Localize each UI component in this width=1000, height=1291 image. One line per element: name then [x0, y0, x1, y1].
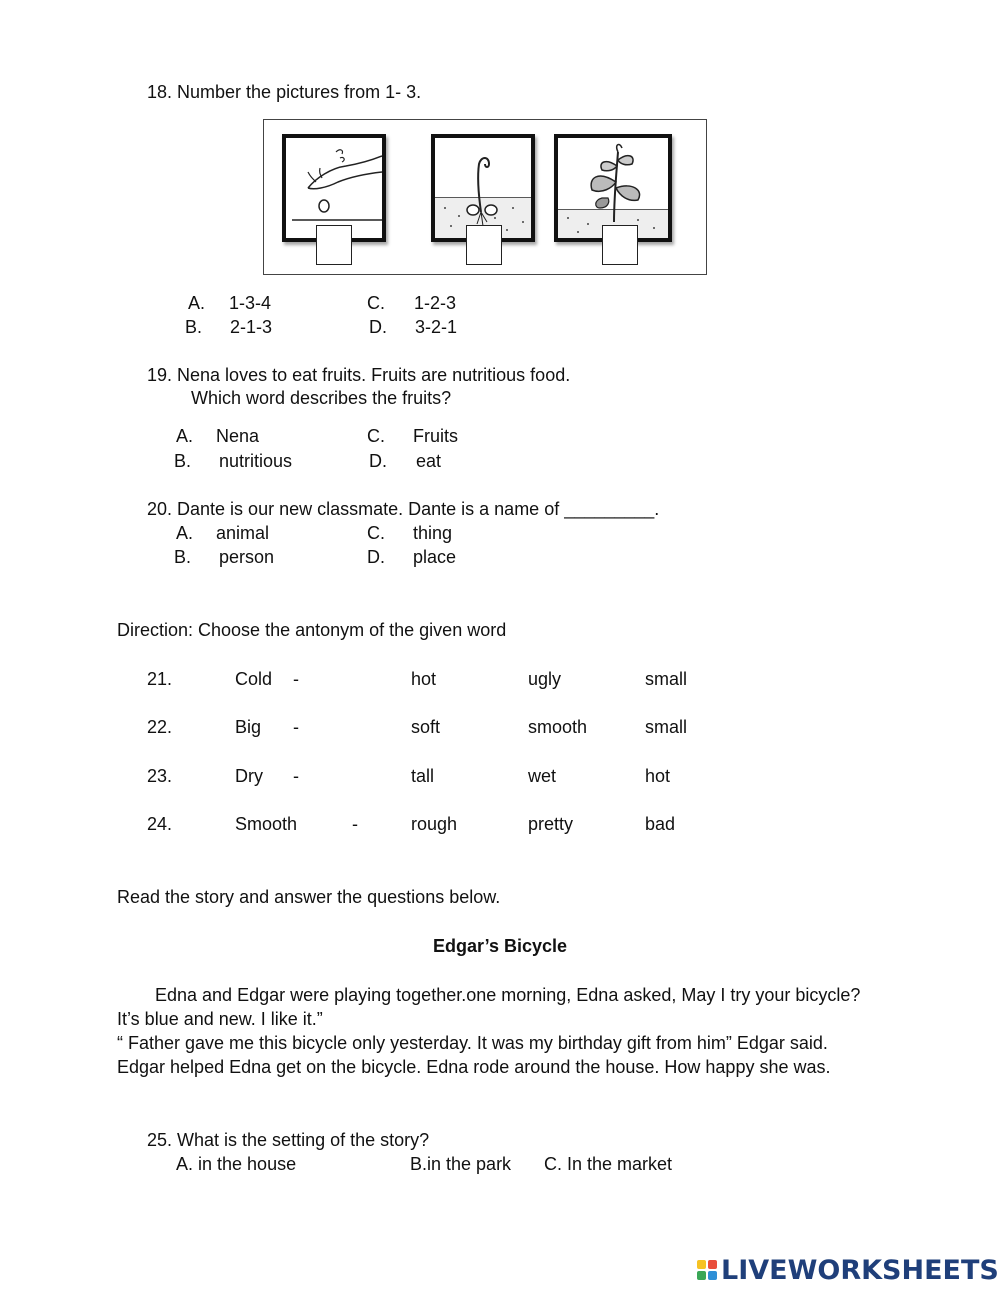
antonym-choice[interactable]: ugly	[528, 669, 562, 689]
antonym-number: 24.	[147, 814, 173, 834]
q20-option-d-label: D.	[367, 547, 385, 567]
q18-option-d-label: D.	[369, 317, 387, 337]
hand-seed-icon	[286, 138, 382, 238]
q18-option-c[interactable]: 1-2-3	[414, 293, 457, 313]
antonym-word: Big	[235, 717, 262, 737]
antonym-word: Cold	[235, 669, 273, 689]
antonym-number: 21.	[147, 669, 173, 689]
q19-option-d-label: D.	[369, 451, 387, 471]
antonym-word: Smooth	[235, 814, 298, 834]
antonym-dash: -	[352, 814, 358, 834]
q20-option-b[interactable]: person	[219, 547, 275, 567]
antonym-choice[interactable]: bad	[645, 814, 676, 834]
q25-option-c[interactable]: C. In the market	[544, 1154, 673, 1174]
antonym-dash: -	[293, 669, 299, 689]
q25-option-a[interactable]: A. in the house	[176, 1154, 297, 1174]
q25-option-b[interactable]: B.in the park	[410, 1154, 512, 1174]
logo-text: LIVEWORKSHEETS	[721, 1254, 999, 1286]
antonym-number: 23.	[147, 766, 173, 786]
q20-option-c[interactable]: thing	[413, 523, 453, 543]
q25-stem: 25. What is the setting of the story?	[147, 1130, 430, 1150]
plant-icon	[558, 138, 668, 238]
q19-option-b[interactable]: nutritious	[219, 451, 293, 471]
liveworksheets-logo	[697, 1253, 999, 1287]
antonym-dash: -	[293, 717, 299, 737]
antonym-choice[interactable]: small	[645, 717, 688, 737]
story-instruction: Read the story and answer the questions below.	[117, 887, 501, 907]
q18-option-a-label: A.	[188, 293, 206, 313]
antonym-choice[interactable]: wet	[528, 766, 557, 786]
antonym-choice[interactable]: rough	[411, 814, 458, 834]
answer-box-3[interactable]	[602, 225, 638, 265]
answer-box-1[interactable]	[316, 225, 352, 265]
story-paragraph-2: “ Father gave me this bicycle only yesterday. It was my birthday gift from him” Edgar said. Edgar helped Edna get on the bicycle. Edna rode around the house. How happy she was.	[117, 1033, 831, 1077]
q19-stem: 19. Nena loves to eat fruits. Fruits are nutritious food.	[147, 365, 571, 385]
q20-option-a[interactable]: animal	[216, 523, 270, 543]
q20-option-c-label: C.	[367, 523, 385, 543]
q18-option-c-label: C.	[367, 293, 385, 313]
q20-option-d[interactable]: place	[413, 547, 457, 567]
antonym-choice[interactable]: tall	[411, 766, 435, 786]
logo-blocks-icon	[697, 1260, 717, 1280]
q20-option-b-label: B.	[174, 547, 192, 567]
q18-option-b[interactable]: 2-1-3	[230, 317, 273, 337]
antonym-choice[interactable]: hot	[645, 766, 671, 786]
antonym-choice[interactable]: soft	[411, 717, 441, 737]
q20-option-a-label: A.	[176, 523, 194, 543]
q18-option-a[interactable]: 1-3-4	[229, 293, 272, 313]
sprout-icon	[435, 138, 531, 238]
q19-option-c[interactable]: Fruits	[413, 426, 458, 446]
q19-option-b-label: B.	[174, 451, 192, 471]
antonym-choice[interactable]: small	[645, 669, 688, 689]
q18-option-b-label: B.	[185, 317, 203, 337]
answer-box-2[interactable]	[466, 225, 502, 265]
q20-stem: 20. Dante is our new classmate. Dante is a name of _________.	[147, 499, 660, 519]
q19-option-c-label: C.	[367, 426, 385, 446]
antonym-choice[interactable]: hot	[411, 669, 437, 689]
sequence-pictures	[263, 119, 707, 275]
q19-stem-line2: Which word describes the fruits?	[191, 388, 452, 408]
q19-option-d[interactable]: eat	[416, 451, 442, 471]
q19-option-a[interactable]: Nena	[216, 426, 260, 446]
story-title: Edgar’s Bicycle	[432, 936, 568, 956]
q18-option-d[interactable]: 3-2-1	[415, 317, 458, 337]
antonym-dash: -	[293, 766, 299, 786]
antonym-choice[interactable]: smooth	[528, 717, 588, 737]
q19-option-a-label: A.	[176, 426, 194, 446]
antonym-word: Dry	[235, 766, 263, 786]
story-paragraph-1: Edna and Edgar were playing together.one morning, Edna asked, May I try your bicycle? It’s blue and new. I like it.”	[117, 985, 861, 1029]
antonym-number: 22.	[147, 717, 173, 737]
direction-text: Direction: Choose the antonym of the given word	[117, 620, 507, 640]
q18-stem: 18. Number the pictures from 1- 3.	[147, 82, 422, 102]
antonym-choice[interactable]: pretty	[528, 814, 574, 834]
